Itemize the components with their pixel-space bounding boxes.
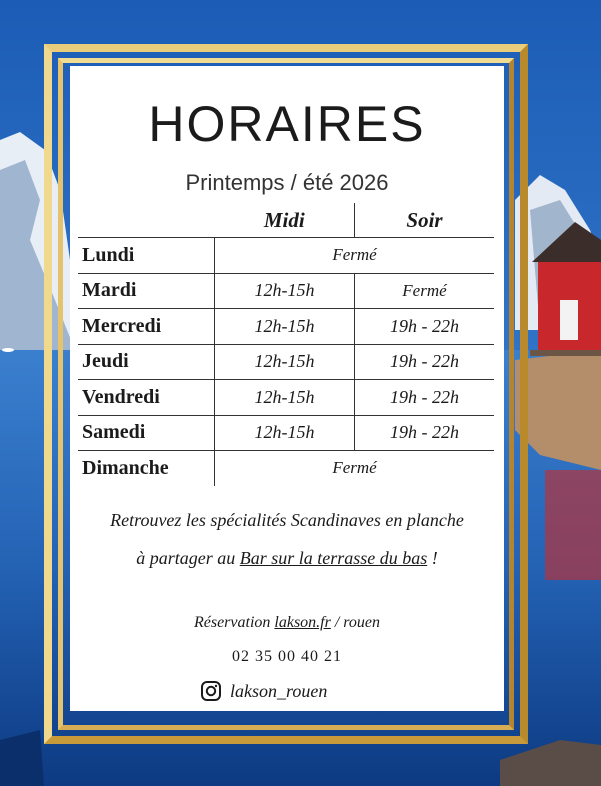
promo-suffix: ! xyxy=(427,548,438,568)
reservation-prefix: Réservation xyxy=(193,614,275,631)
promo-prefix: à partager au xyxy=(136,548,240,568)
soir-hours: 19h - 22h xyxy=(354,415,494,451)
reservation-line xyxy=(70,614,504,632)
promo-line-1: Retrouvez les spécialités Scandinaves en planche xyxy=(110,510,464,530)
instagram-icon xyxy=(200,680,222,702)
page-title: HORAIRES xyxy=(148,96,426,152)
table-row xyxy=(78,238,494,274)
soir-hours: Fermé xyxy=(354,273,494,309)
day-label: Jeudi xyxy=(78,344,215,380)
soir-hours: 19h - 22h xyxy=(354,309,494,345)
midi-hours: 12h-15h xyxy=(215,380,355,416)
table-row xyxy=(78,273,494,309)
day-label: Samedi xyxy=(78,415,215,451)
day-label: Lundi xyxy=(78,238,215,274)
season-subtitle: Printemps / été 2026 xyxy=(185,170,389,195)
reservation-link[interactable]: lakson.fr xyxy=(274,614,331,631)
column-header-midi: Midi xyxy=(263,207,305,232)
midi-hours: 12h-15h xyxy=(215,309,355,345)
table-row xyxy=(78,451,494,486)
reservation-suffix: / rouen xyxy=(330,614,381,631)
instagram-label: lakson_rouen xyxy=(230,680,328,701)
midi-hours: 12h-15h xyxy=(215,415,355,451)
phone-number[interactable]: 02 35 00 40 21 xyxy=(232,648,342,665)
table-row xyxy=(78,344,494,380)
promo-line-2 xyxy=(70,548,504,569)
day-label: Mercredi xyxy=(78,309,215,345)
closed-cell: Fermé xyxy=(215,238,494,274)
column-header-soir: Soir xyxy=(354,203,494,238)
table-row xyxy=(78,380,494,416)
day-label: Dimanche xyxy=(78,451,215,486)
soir-hours: 19h - 22h xyxy=(354,344,494,380)
table-row xyxy=(78,415,494,451)
midi-hours: 12h-15h xyxy=(215,273,355,309)
instagram-handle[interactable] xyxy=(200,678,327,704)
midi-hours: 12h-15h xyxy=(215,344,355,380)
day-label: Vendredi xyxy=(78,380,215,416)
closed-cell: Fermé xyxy=(215,451,494,486)
table-row xyxy=(78,309,494,345)
table-corner xyxy=(78,203,215,238)
opening-hours-table xyxy=(78,203,494,486)
soir-hours: 19h - 22h xyxy=(354,380,494,416)
bar-terrace-link[interactable]: Bar sur la terrasse du bas xyxy=(239,548,428,568)
day-label: Mardi xyxy=(78,273,215,309)
